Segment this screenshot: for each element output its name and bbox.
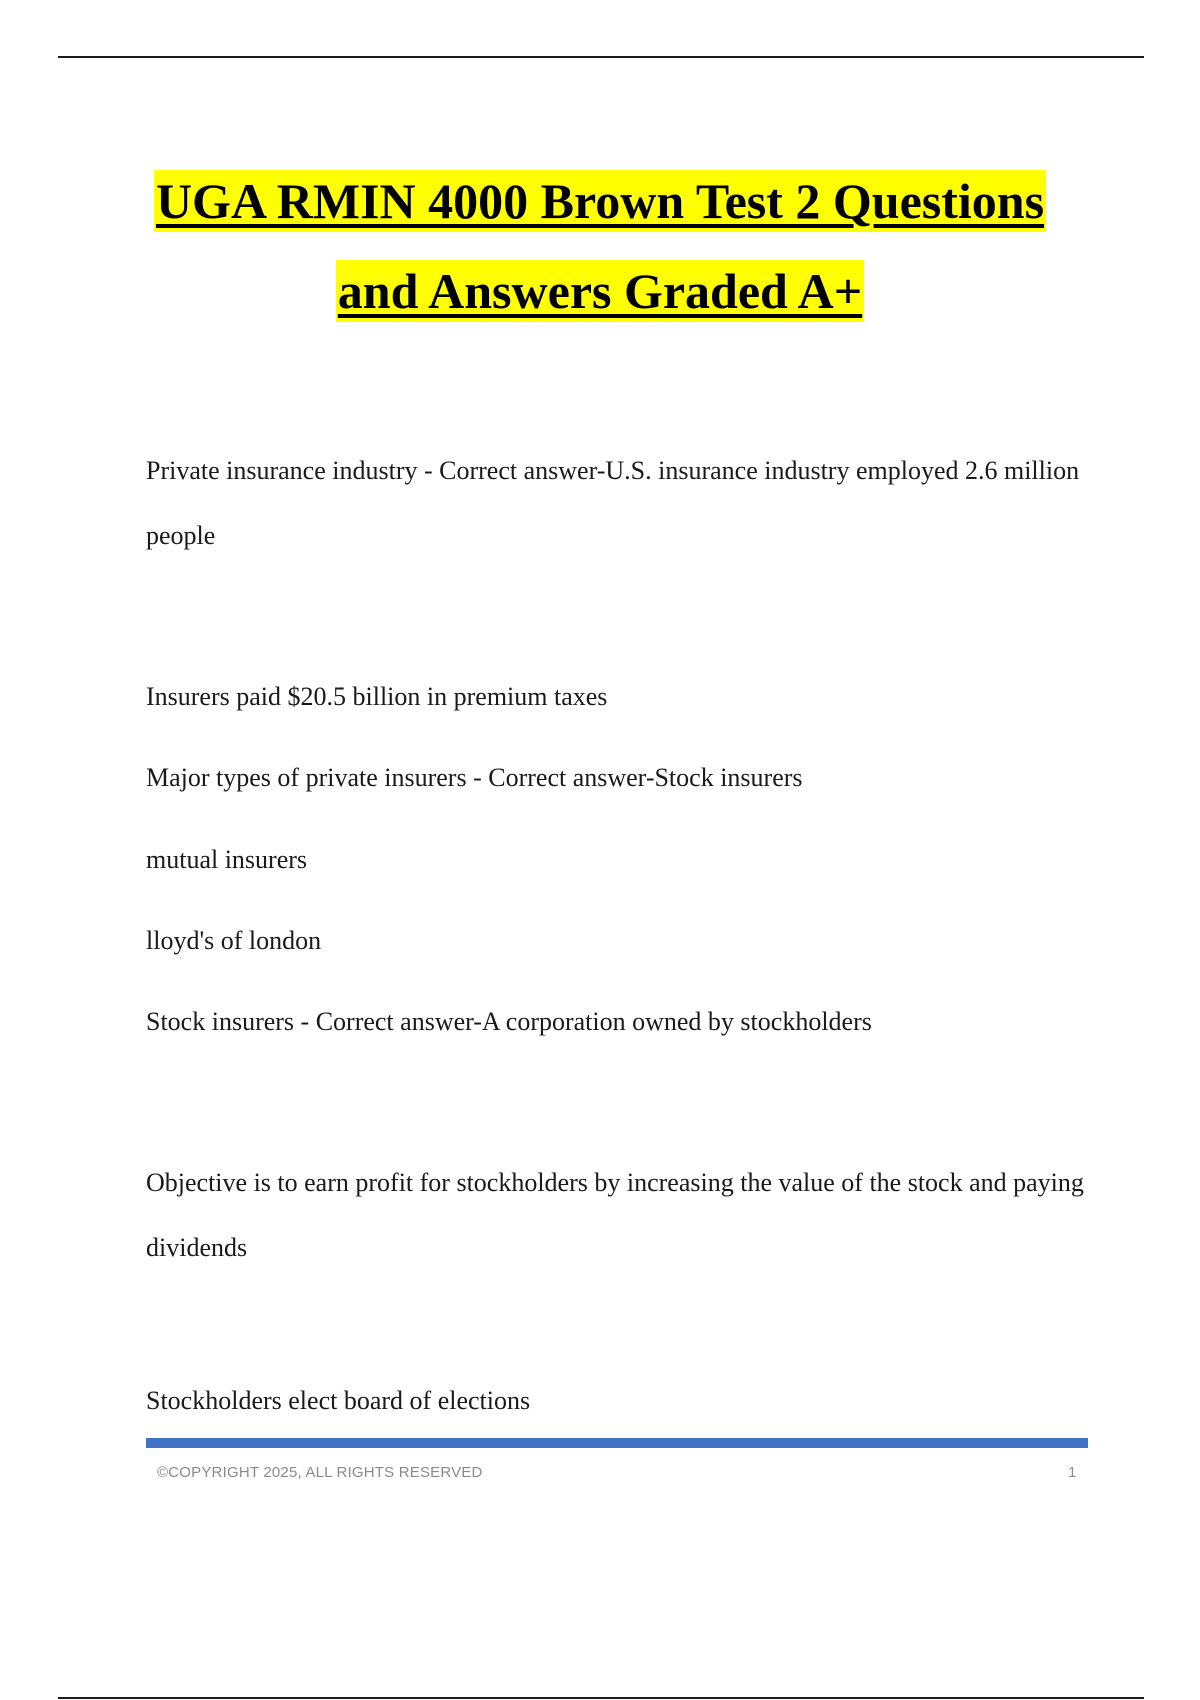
footer-copyright: ©COPYRIGHT 2025, ALL RIGHTS RESERVED	[157, 1464, 483, 1481]
paragraph-stock-insurers: Stock insurers - Correct answer-A corporation owned by stockholders	[146, 1007, 872, 1036]
page-number: 1	[1068, 1464, 1077, 1481]
document-title	[60, 170, 1140, 322]
paragraph-stockholders-elect: Stockholders elect board of elections	[146, 1386, 531, 1415]
bottom-rule	[58, 1697, 1144, 1699]
top-rule	[58, 56, 1144, 58]
paragraph-private-insurance-industry: Private insurance industry - Correct answer-U.S. insurance industry employed 2.6 million people	[146, 456, 1080, 550]
paragraph-mutual-insurers: mutual insurers	[146, 845, 308, 874]
paragraph-objective: Objective is to earn profit for stockholders by increasing the value of the stock and paying dividends	[146, 1168, 1084, 1262]
title-line-1: UGA RMIN 4000 Brown Test 2 Questions	[154, 170, 1046, 232]
footer-divider-bar	[146, 1438, 1088, 1448]
title-line-2: and Answers Graded A+	[336, 260, 864, 322]
paragraph-major-types: Major types of private insurers - Correct answer-Stock insurers	[146, 763, 803, 792]
paragraph-premium-taxes: Insurers paid $20.5 billion in premium taxes	[146, 682, 608, 711]
paragraph-lloyds: lloyd's of london	[146, 926, 322, 955]
